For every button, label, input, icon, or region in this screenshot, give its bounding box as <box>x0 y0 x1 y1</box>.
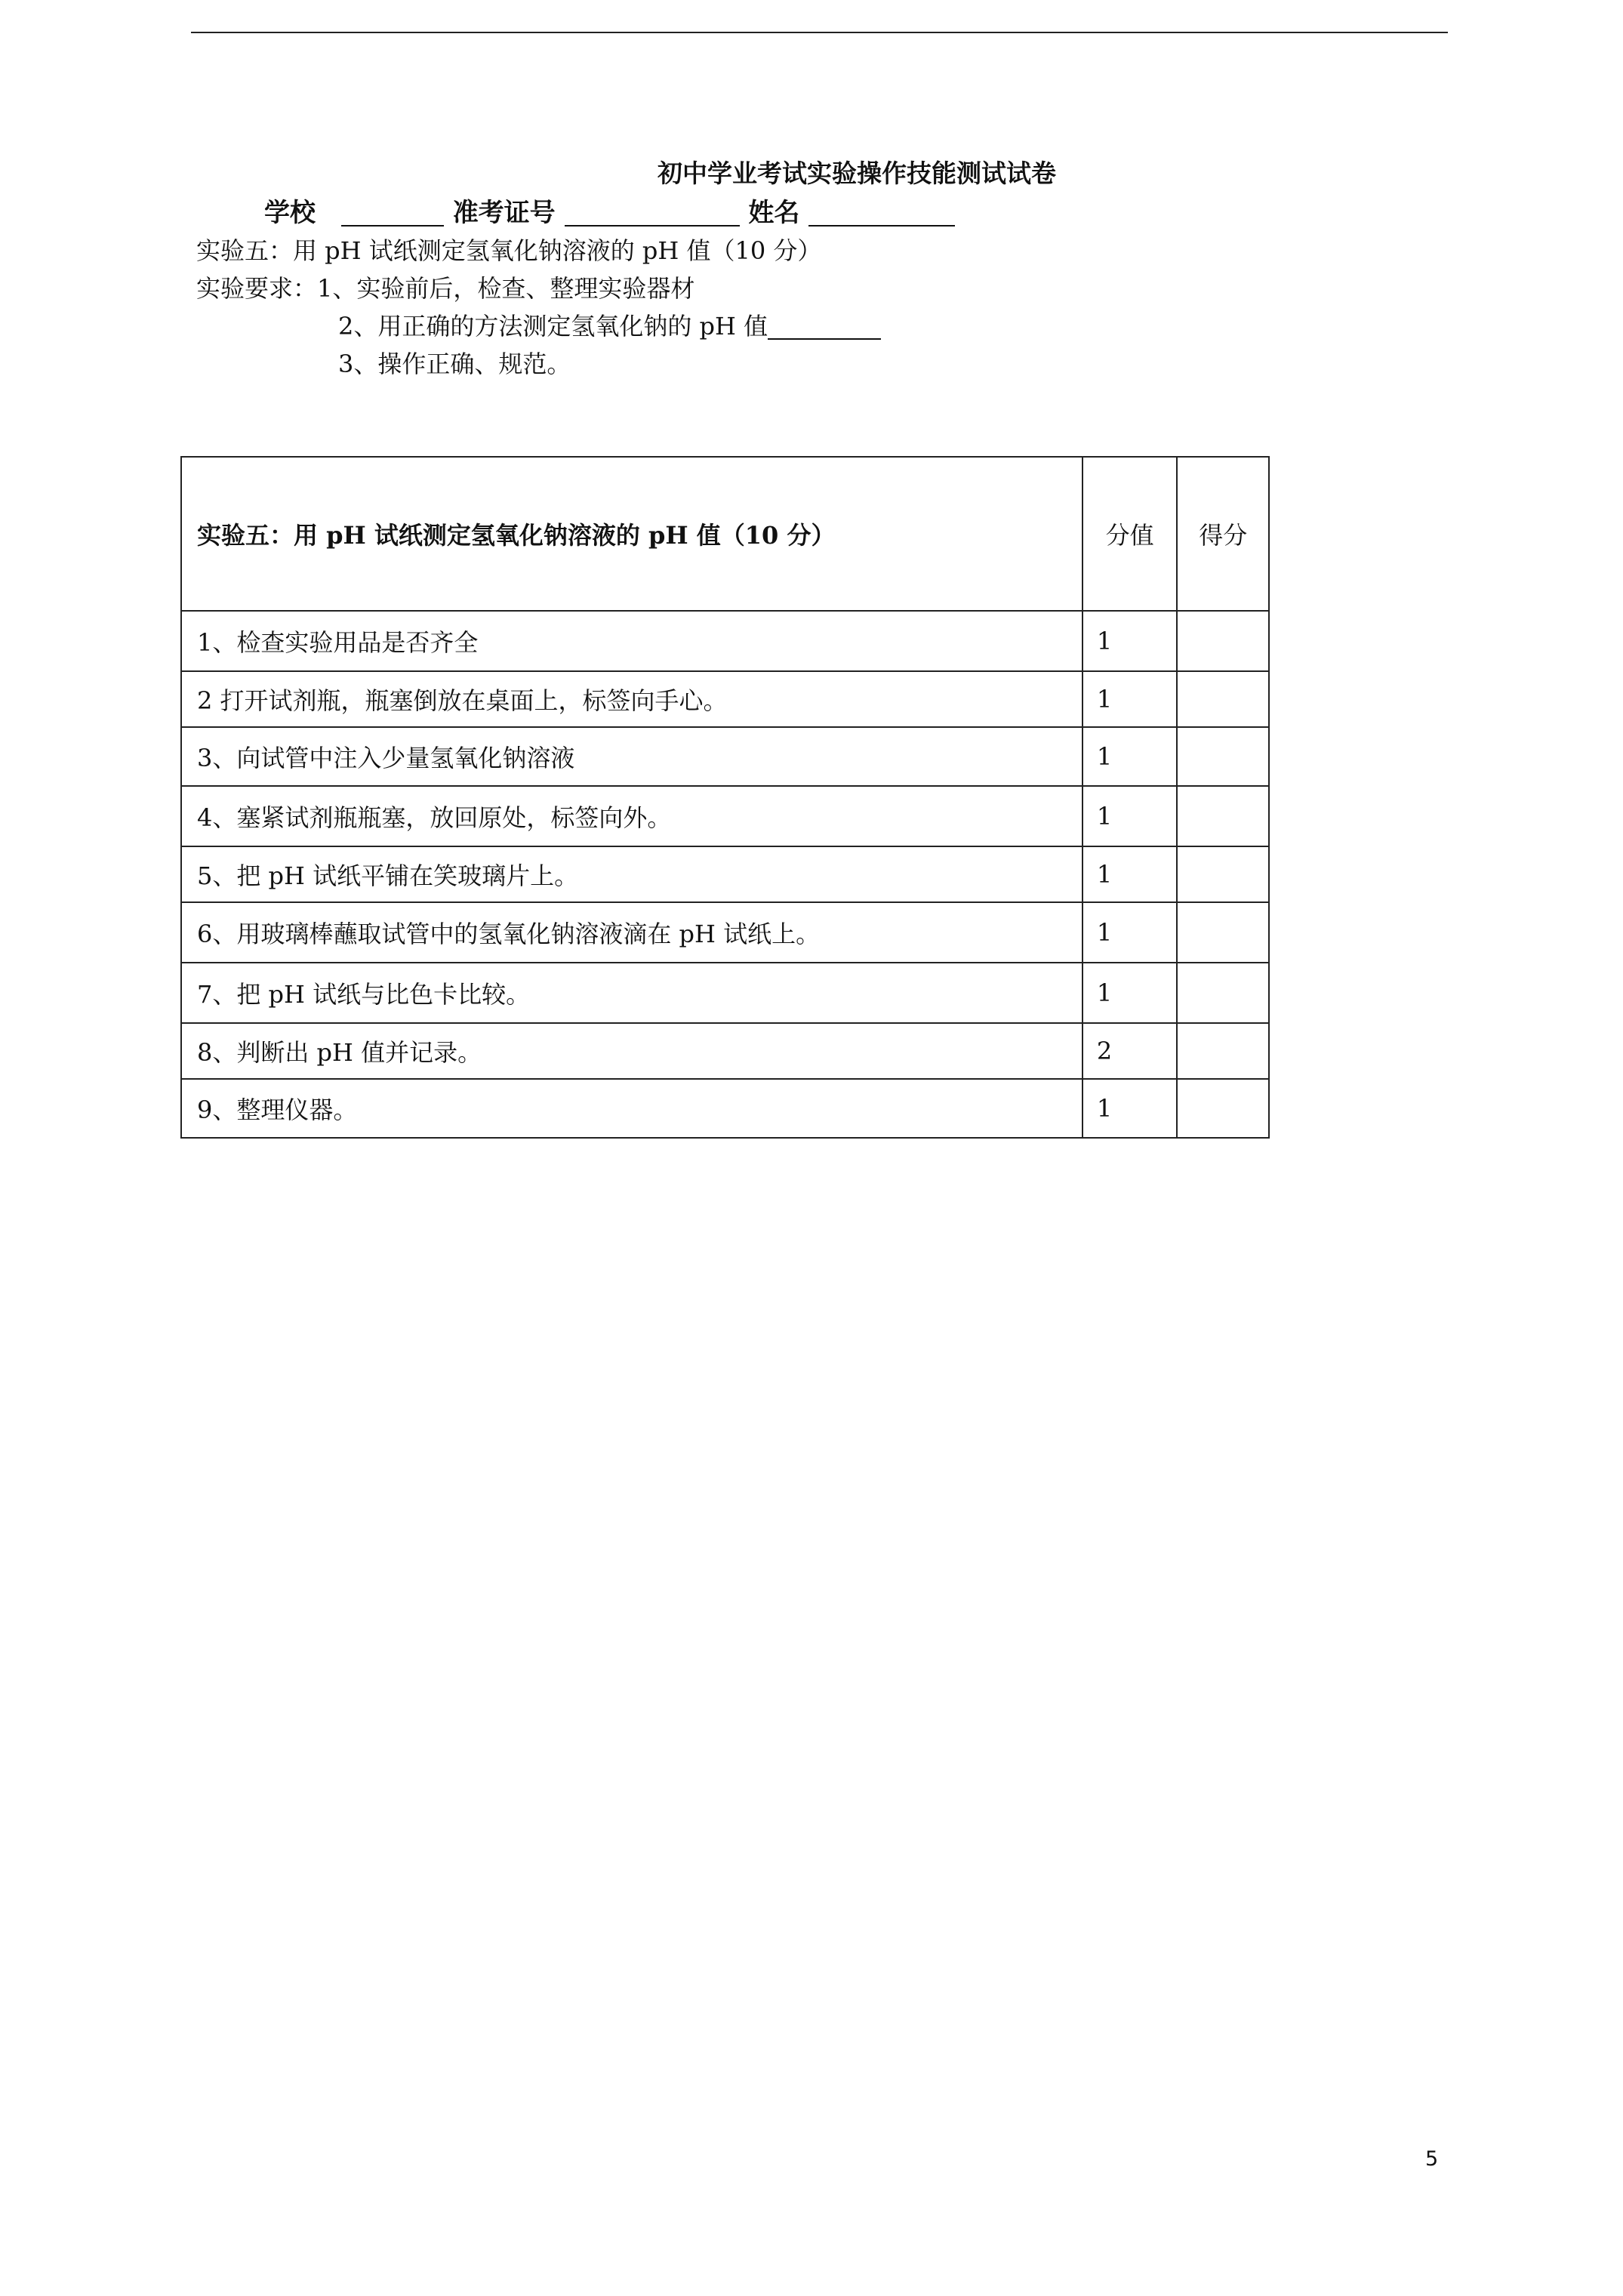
requirement-item: 3、操作正确、规范。 <box>338 350 571 378</box>
row-item-cell: 9、整理仪器。 <box>181 1079 1083 1138</box>
row-score-cell <box>1177 786 1269 846</box>
header-score-cell: 得分 <box>1177 457 1269 611</box>
row-item-cell: 5、把 pH 试纸平铺在笑玻璃片上。 <box>181 846 1083 902</box>
requirements-label: 实验要求： <box>196 274 318 303</box>
table-row <box>181 727 1269 786</box>
score-table <box>180 456 1270 1139</box>
school-label: 学校 <box>264 198 316 228</box>
document-title: 初中学业考试实验操作技能测试试卷 <box>658 159 1056 188</box>
page-number: 5 <box>1425 2147 1439 2171</box>
table-row <box>181 1079 1269 1138</box>
score-table-header <box>181 457 1269 611</box>
row-item-cell: 6、用玻璃棒蘸取试管中的氢氧化钠溶液滴在 pH 试纸上。 <box>181 902 1083 963</box>
row-score-cell <box>1177 1079 1269 1138</box>
ph-value-blank <box>768 316 881 340</box>
table-row <box>181 1023 1269 1079</box>
row-points-cell: 1 <box>1083 611 1178 671</box>
student-info-line <box>264 195 955 231</box>
row-points-cell: 1 <box>1083 963 1178 1023</box>
row-points-cell: 1 <box>1083 671 1178 727</box>
exam-id-label: 准考证号 <box>452 198 556 228</box>
row-item-cell: 2 打开试剂瓶，瓶塞倒放在桌面上，标签向手心。 <box>181 671 1083 727</box>
row-score-cell <box>1177 611 1269 671</box>
row-item-cell: 7、把 pH 试纸与比色卡比较。 <box>181 963 1083 1023</box>
row-points-cell: 1 <box>1083 846 1178 902</box>
row-item-cell: 3、向试管中注入少量氢氧化钠溶液 <box>181 727 1083 786</box>
row-points-cell: 1 <box>1083 786 1178 846</box>
table-row <box>181 902 1269 963</box>
school-blank <box>341 199 444 227</box>
row-points-cell: 2 <box>1083 1023 1178 1079</box>
header-points-cell: 分值 <box>1083 457 1178 611</box>
table-row <box>181 611 1269 671</box>
name-label: 姓名 <box>748 198 800 228</box>
row-item-cell: 1、检查实验用品是否齐全 <box>181 611 1083 671</box>
row-score-cell <box>1177 846 1269 902</box>
row-score-cell <box>1177 671 1269 727</box>
header-item-cell: 实验五：用 pH 试纸测定氢氧化钠溶液的 pH 值（10 分） <box>181 457 1083 611</box>
requirement-item: 2、用正确的方法测定氢氧化钠的 pH 值 <box>338 312 768 341</box>
table-row <box>181 671 1269 727</box>
table-row <box>181 963 1269 1023</box>
requirement-item: 1、实验前后，检查、整理实验器材 <box>317 274 695 303</box>
experiment-title: 实验五：用 pH 试纸测定氢氧化钠溶液的 pH 值（10 分） <box>196 236 822 265</box>
header-rule <box>191 32 1448 33</box>
row-points-cell: 1 <box>1083 727 1178 786</box>
table-row <box>181 846 1269 902</box>
row-item-cell: 4、塞紧试剂瓶瓶塞，放回原处，标签向外。 <box>181 786 1083 846</box>
exam-id-blank <box>565 199 740 227</box>
row-item-cell: 8、判断出 pH 值并记录。 <box>181 1023 1083 1079</box>
table-row <box>181 786 1269 846</box>
requirement-line-2 <box>338 308 881 344</box>
name-blank <box>808 199 955 227</box>
row-score-cell <box>1177 727 1269 786</box>
row-points-cell: 1 <box>1083 1079 1178 1138</box>
row-points-cell: 1 <box>1083 902 1178 963</box>
requirements-first-line <box>196 270 694 307</box>
row-score-cell <box>1177 963 1269 1023</box>
row-score-cell <box>1177 1023 1269 1079</box>
row-score-cell <box>1177 902 1269 963</box>
